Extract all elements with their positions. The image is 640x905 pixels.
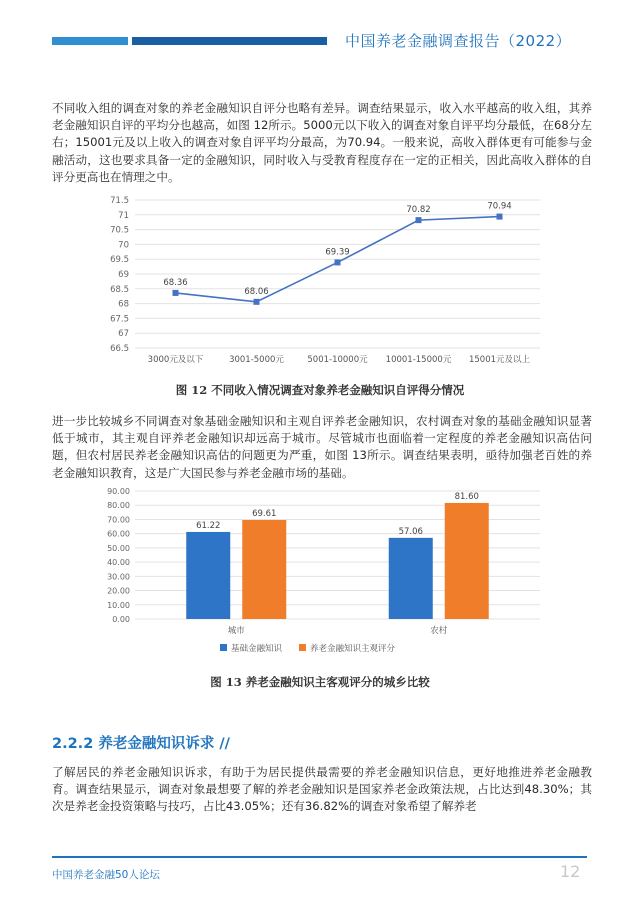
y-tick-label: 40.00 (107, 558, 130, 568)
chart-legend (220, 643, 396, 654)
x-tick-label: 5001-10000元 (307, 355, 368, 365)
bar-basic (389, 538, 433, 619)
data-label: 70.82 (406, 205, 431, 216)
x-tick-label: 农村 (430, 626, 448, 636)
bar-subjective (242, 520, 286, 619)
header-bar-light (52, 37, 128, 45)
report-title: 中国养老金融调查报告（2022） (345, 32, 572, 50)
y-tick-label: 69.5 (110, 255, 129, 266)
footer-forum-name: 中国养老金融50人论坛 (52, 869, 160, 881)
y-tick-label: 70 (118, 240, 129, 251)
x-tick-label: 城市 (227, 626, 245, 636)
income-line-chart (100, 188, 545, 370)
legend-swatch (220, 644, 227, 651)
y-tick-label: 80.00 (107, 501, 130, 511)
y-tick-label: 71 (118, 210, 129, 221)
data-point (497, 214, 503, 220)
y-tick-label: 66.5 (110, 344, 129, 354)
y-tick-label: 70.00 (107, 515, 130, 525)
paragraph-knowledge-demand: 了解居民的养老金融知识诉求，有助于为居民提供最需要的养老金融知识信息，更好地推进养老金融教育。调查结果显示，调查对象最想要了解的养老金融知识是国家养老金政策法规，占比达到48.30%；其次是养老金投资策略与技巧，占比43.05%；还有36.82%的调查对象希望了解养老 (52, 765, 592, 814)
data-label: 68.36 (163, 277, 188, 288)
bar-value-label: 81.60 (454, 491, 479, 502)
urban-rural-bar-chart-svg (100, 483, 545, 661)
legend-label: 基础金融知识 (231, 644, 283, 654)
y-tick-label: 0.00 (112, 615, 130, 624)
y-tick-label: 67 (118, 329, 129, 340)
y-tick-label: 67.5 (110, 314, 129, 325)
header-bar-dark (132, 37, 327, 45)
y-tick-label: 10.00 (107, 600, 130, 610)
data-point (173, 290, 179, 296)
legend-swatch (299, 644, 306, 651)
data-label: 70.94 (487, 201, 512, 212)
data-label: 69.39 (325, 247, 350, 258)
x-tick-label: 3001-5000元 (229, 355, 284, 365)
income-line-chart-svg (100, 188, 545, 370)
figure-13-caption: 图 13 养老金融知识主客观评分的城乡比较 (210, 675, 430, 689)
y-tick-label: 60.00 (107, 529, 130, 539)
legend-label: 养老金融知识主观评分 (310, 644, 396, 654)
y-tick-label: 71.5 (110, 196, 129, 206)
y-tick-label: 90.00 (107, 487, 130, 496)
y-tick-label: 20.00 (107, 586, 130, 596)
section-title: 2.2.2 养老金融知识诉求 // (52, 736, 230, 752)
y-tick-label: 50.00 (107, 543, 130, 553)
figure-12-caption: 图 12 不同收入情况调查对象养老金融知识自评得分情况 (175, 383, 465, 397)
data-point (416, 217, 422, 223)
x-tick-label: 15001元及以上 (468, 355, 531, 365)
y-tick-label: 69 (118, 270, 129, 280)
data-label: 68.06 (244, 286, 269, 297)
y-tick-label: 68.5 (110, 284, 129, 295)
bar-subjective (445, 503, 489, 619)
bar-value-label: 61.22 (196, 520, 221, 531)
bar-value-label: 69.61 (252, 508, 277, 519)
y-tick-label: 70.5 (110, 225, 129, 236)
urban-rural-bar-chart (100, 483, 545, 661)
data-point (254, 299, 260, 305)
y-tick-label: 30.00 (107, 572, 130, 582)
x-tick-label: 3000元及以下 (147, 355, 204, 365)
bar-value-label: 57.06 (398, 526, 423, 537)
data-point (335, 259, 341, 265)
paragraph-income: 不同收入组的调查对象的养老金融知识自评分也略有差异。调查结果显示，收入水平越高的收入组，其养老金融知识自评的平均分也越高，如图 12所示。5000元以下收入的调查对象自评平均分最低，在68分左右；15001元及以上收入的调查对象自评平均分最高，为70.94。一般来说，高收入群体更有可能参与金融活动，这也要求具备一定的金融知识，同时收入与受教育程度存在一定的正相关，因此高收入群体的自评分更高也在情理之中。 (52, 101, 592, 184)
page-number: 12 (560, 862, 581, 881)
header-decoration (52, 37, 327, 45)
x-tick-label: 10001-15000元 (385, 355, 452, 365)
y-tick-label: 68 (118, 299, 129, 310)
footer-divider (52, 856, 587, 858)
bar-basic (186, 532, 230, 619)
paragraph-urban-rural: 进一步比较城乡不同调查对象基础金融知识和主观自评养老金融知识，农村调查对象的基础金融知识显著低于城市，其主观自评养老金融知识却远高于城市。尽管城市也面临着一定程度的养老金融知识高估问题，但农村居民养老金融知识高估的问题更为严重，如图 13所示。调查结果表明，亟待加强老百姓的养老金融知识教育，这是广大国民参与养老金融市场的基础。 (52, 414, 592, 480)
